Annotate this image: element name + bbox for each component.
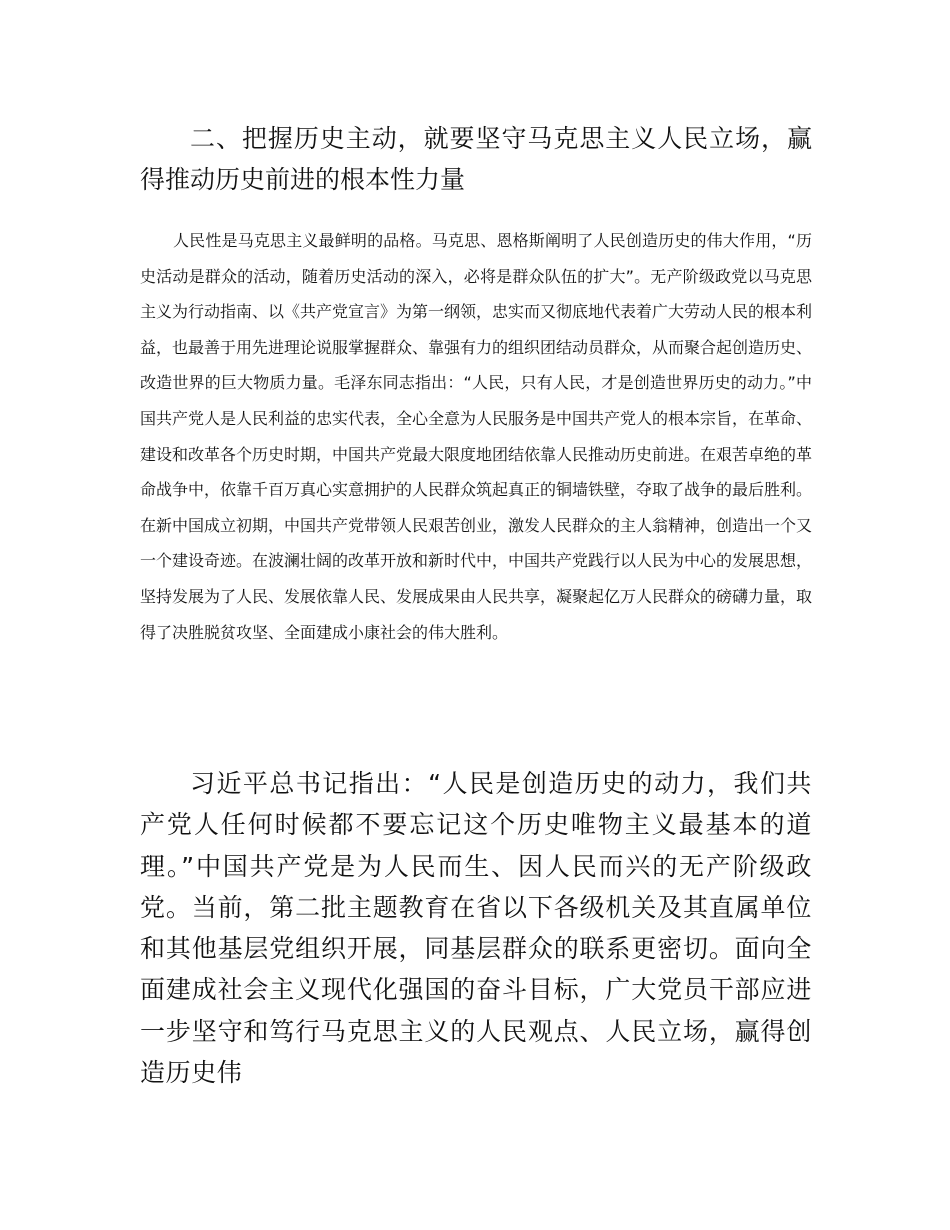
body-paragraph-2: 习近平总书记指出：“人民是创造历史的动力，我们共产党人任何时候都不要忘记这个历史唯物主义最基本的道理。”中国共产党是为人民而生、因人民而兴的无产阶级政党。当前，第二批主题教育在省以下各级机关及其直属单位和其他基层党组织开展，同基层群众的联系更密切。面向全面建成社会主义现代化强国的奋斗目标，广大党员干部应进一步坚守和笃行马克思主义的人民观点、人民立场，赢得创造历史伟 bbox=[140, 769, 812, 1088]
section-heading: 二、把握历史主动，就要坚守马克思主义人民立场，赢得推动历史前进的根本性力量 bbox=[140, 124, 812, 194]
body-paragraph-1: 人民性是马克思主义最鲜明的品格。马克思、恩格斯阐明了人民创造历史的伟大作用，“历史活动是群众的活动，随着历史活动的深入，必将是群众队伍的扩大”。无产阶级政党以马克思主义为行动指南、以《共产党宣言》为第一纲领，忠实而又彻底地代表着广大劳动人民的根本利益，也最善于用先进理论说服掌握群众、靠强有力的组织团结动员群众，从而聚合起创造历史、改造世界的巨大物质力量。毛泽东同志指出：“人民，只有人民，才是创造世界历史的动力。”中国共产党人是人民利益的忠实代表，全心全意为人民服务是中国共产党人的根本宗旨，在革命、建设和改革各个历史时期，中国共产党最大限度地团结依靠人民推动历史前进。在艰苦卓绝的革命战争中，依靠千百万真心实意拥护的人民群众筑起真正的铜墙铁壁，夺取了战争的最后胜利。在新中国成立初期，中国共产党带领人民艰苦创业，激发人民群众的主人翁精神，创造出一个又一个建设奇迹。在波澜壮阔的改革开放和新时代中，中国共产党践行以人民为中心的发展思想，坚持发展为了人民、发展依靠人民、发展成果由人民共享，凝聚起亿万人民群众的磅礴力量，取得了决胜脱贫攻坚、全面建成小康社会的伟大胜利。 bbox=[140, 231, 813, 642]
